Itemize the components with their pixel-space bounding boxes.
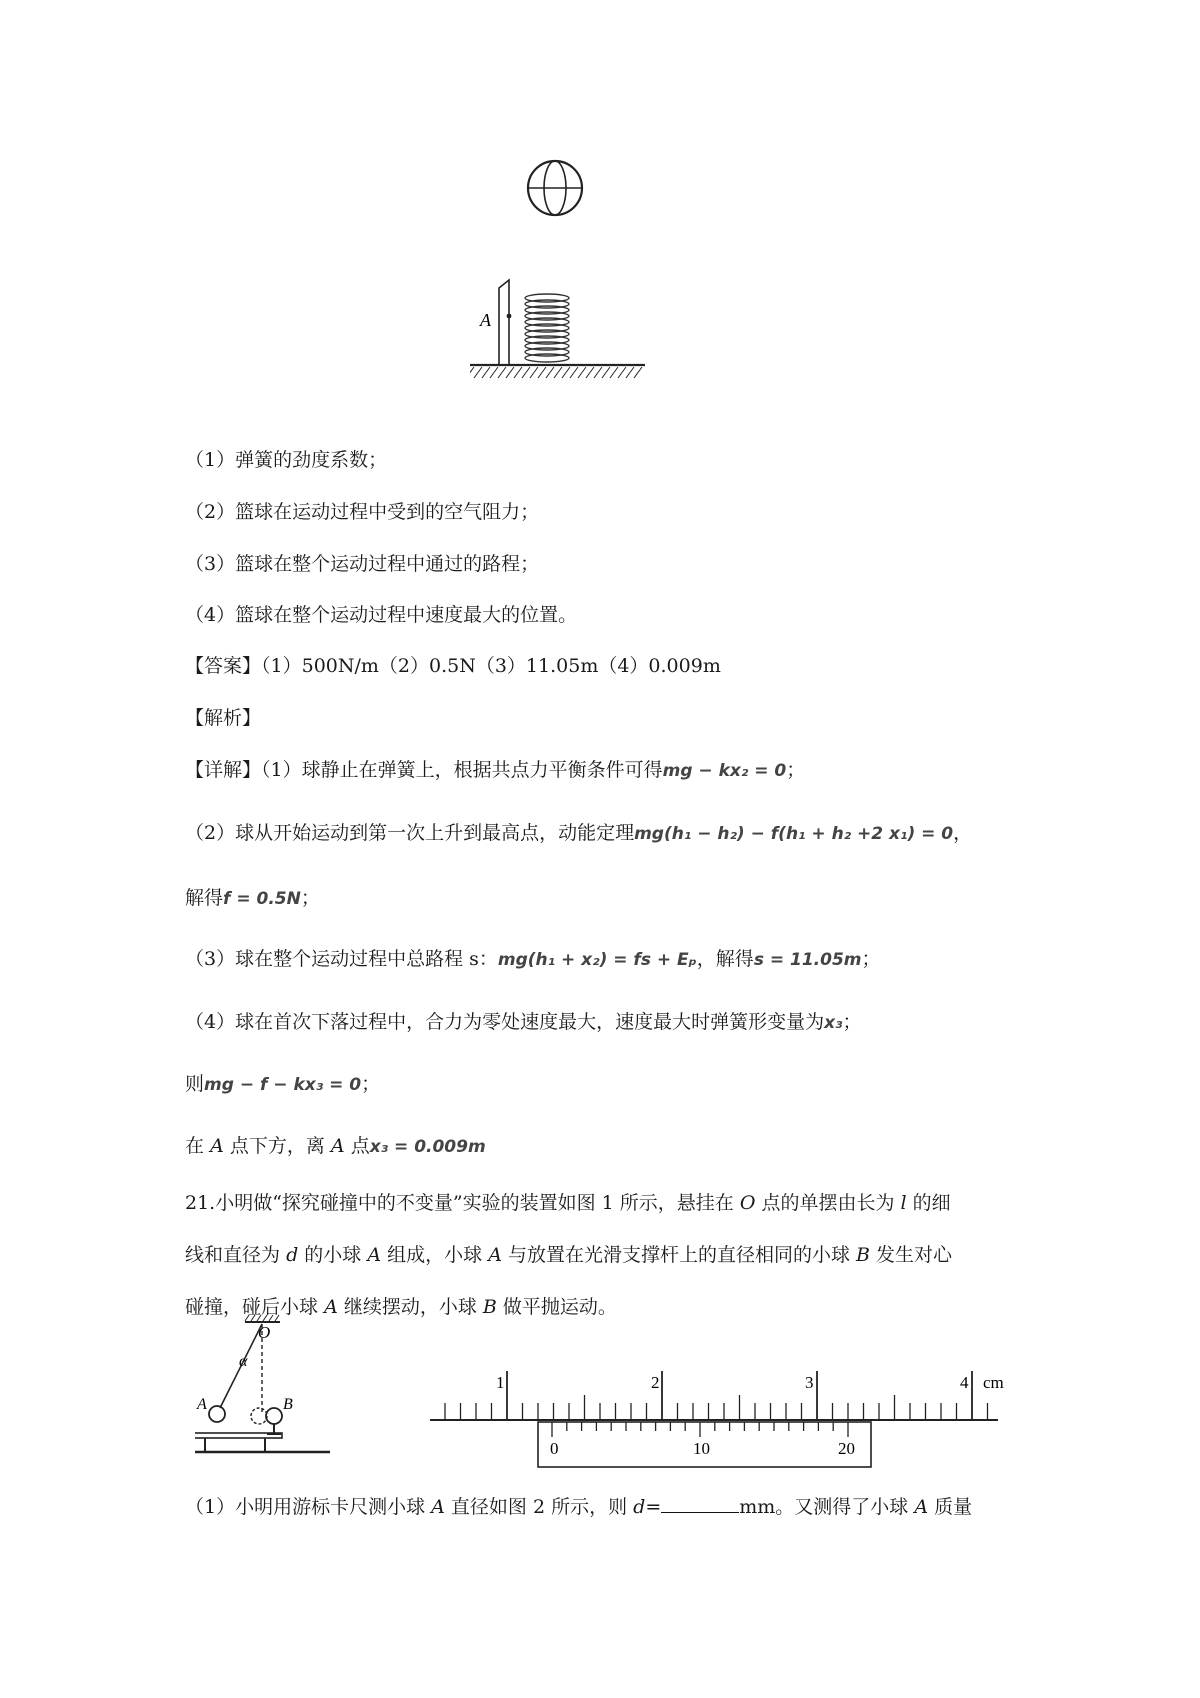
var-A-3: A [367,1244,382,1266]
answer-blank[interactable] [661,1498,739,1513]
detail-line-4 [185,944,881,971]
detail-text-4: （3）球在整个运动过程中总路程 s： [185,948,498,970]
q21-line-2 [185,1240,952,1267]
figure-ball-spring [470,150,710,420]
main-scale-labels [496,1373,1004,1392]
equation-4: mg(h₁ + x₂) = fs + Eₚ [497,950,697,970]
punct-3: ； [300,887,320,909]
equation-6: mg − f − kx₃ = 0 [204,1075,362,1095]
support-stand [195,1424,330,1452]
question-3: （3）篮球在整个运动过程中通过的路程； [185,553,540,575]
var-l: l [900,1192,907,1214]
var-B-2: B [482,1296,497,1318]
q21-text-3b: 继续摆动，小球 [343,1296,477,1318]
var-A-1: A [210,1135,224,1157]
vernier-label-20: 20 [838,1439,855,1458]
punct-5: ； [842,1011,862,1033]
q21-line-1 [185,1188,951,1215]
spring-coil [525,294,569,362]
analysis-tag: 【解析】 [185,707,262,729]
equation-7: x₃ = 0.009m [369,1137,486,1157]
figure-vernier-caliper [430,1365,1010,1475]
question-4: （4）篮球在整个运动过程中速度最大的位置。 [185,604,578,626]
main-scale-ticks [445,1371,988,1420]
answer-line [185,651,721,678]
ground-surface [470,365,645,378]
var-B-1: B [856,1244,870,1266]
label-O: O [258,1323,271,1342]
detail-text-6: 则 [185,1073,205,1095]
q21-sub1-text-a: （1）小明用游标卡尺测小球 [185,1496,426,1518]
vernier-scale-labels [550,1439,855,1458]
label-A-top: A [480,310,491,330]
detail-text-2: （2）球从开始运动到第一次上升到最高点，动能定理 [185,822,635,844]
q21-text-2a: 线和直径为 [185,1244,281,1266]
detail-text-7a: 在 [185,1135,205,1157]
equals-sign: = [645,1496,662,1518]
detail-text-1: （1）球静止在弹簧上，根据共点力平衡条件可得 [261,759,663,781]
unit-label: cm [983,1373,1004,1392]
punct-1: ； [786,759,806,781]
question-2: （2）篮球在运动过程中受到的空气阻力； [185,501,540,523]
main-label-1: 1 [496,1373,505,1392]
detail-line-1 [185,755,805,782]
punct-6: ； [361,1073,381,1095]
detail-line-3 [185,883,320,910]
q21-text-1a: 21.小明做“探究碰撞中的不变量”实验的装置如图 1 所示，悬挂在 [185,1192,734,1214]
detail-line-5 [185,1007,862,1034]
detail-line-2 [185,818,972,845]
detail-text-3: 解得 [185,887,224,909]
q21-sub-1 [185,1492,972,1519]
label-alpha: α [239,1353,248,1370]
q21-text-2b: 的小球 [304,1244,362,1266]
q21-text-1b: 点的单摆由长为 [761,1192,895,1214]
detail-text-5: （4）球在首次下落过程中，合力为零处速度最大，速度最大时弹簧形变量为 [185,1011,825,1033]
detail-text-4b: ，解得 [696,948,754,970]
vernier-label-0: 0 [550,1439,559,1458]
q21-text-2d: 与放置在光滑支撑杆上的直径相同的小球 [507,1244,850,1266]
var-A-5: A [324,1296,338,1318]
var-A-4: A [488,1244,502,1266]
detail-text-7b: 点下方，离 [229,1135,325,1157]
basketball-icon [528,161,582,215]
q21-text-3a: 碰撞，碰后小球 [185,1296,319,1318]
var-A-6: A [431,1496,445,1518]
q21-sub1-text-c: mm。又测得了小球 [739,1496,909,1518]
detail-line-7 [185,1131,486,1158]
detail-text-7c: 点 [350,1135,370,1157]
q21-text-2e: 发生对心 [876,1244,953,1266]
var-A-2: A [330,1135,345,1157]
q21-sub1-text-e: 质量 [934,1496,973,1518]
ball-A-dashed [251,1408,267,1424]
var-d-2: d [633,1496,646,1518]
ball-B [266,1408,282,1424]
var-O: O [739,1192,756,1214]
main-label-2: 2 [651,1373,660,1392]
question-1: （1）弹簧的劲度系数； [185,449,388,471]
equation-5: x₃ [824,1013,843,1033]
label-A-pendulum: A [197,1396,207,1413]
equation-3: f = 0.5N [223,889,301,909]
equation-2: mg(h₁ − h₂) − f(h₁ + h₂ +2 x₁) = 0 [634,824,954,844]
var-d: d [286,1244,299,1266]
q21-text-3c: 做平抛运动。 [502,1296,617,1318]
figure-pendulum [195,1310,375,1465]
main-label-4: 4 [960,1373,969,1392]
main-label-3: 3 [805,1373,814,1392]
ruler-post [499,280,511,365]
punct-4: ； [861,948,881,970]
label-B: B [283,1396,293,1413]
q21-sub1-text-b: 直径如图 2 所示，则 [450,1496,628,1518]
ball-A [209,1406,225,1422]
vernier-label-10: 10 [693,1439,710,1458]
answer-tag: 【答案】 [185,655,262,677]
equation-4b: s = 11.05m [753,950,862,970]
vernier-scale-ticks [552,1422,848,1437]
ceiling-mount [245,1315,280,1322]
punct-2: ， [953,822,973,844]
q21-text-2c: 组成，小球 [387,1244,483,1266]
var-A-7: A [914,1496,929,1518]
detail-line-6 [185,1069,380,1096]
detail-tag: 【详解】 [185,759,262,781]
equation-1: mg − kx₂ = 0 [662,761,787,781]
q21-text-1c: 的细 [912,1192,951,1214]
answer-text: （1）500N/m（2）0.5N（3）11.05m（4）0.009m [261,655,721,677]
